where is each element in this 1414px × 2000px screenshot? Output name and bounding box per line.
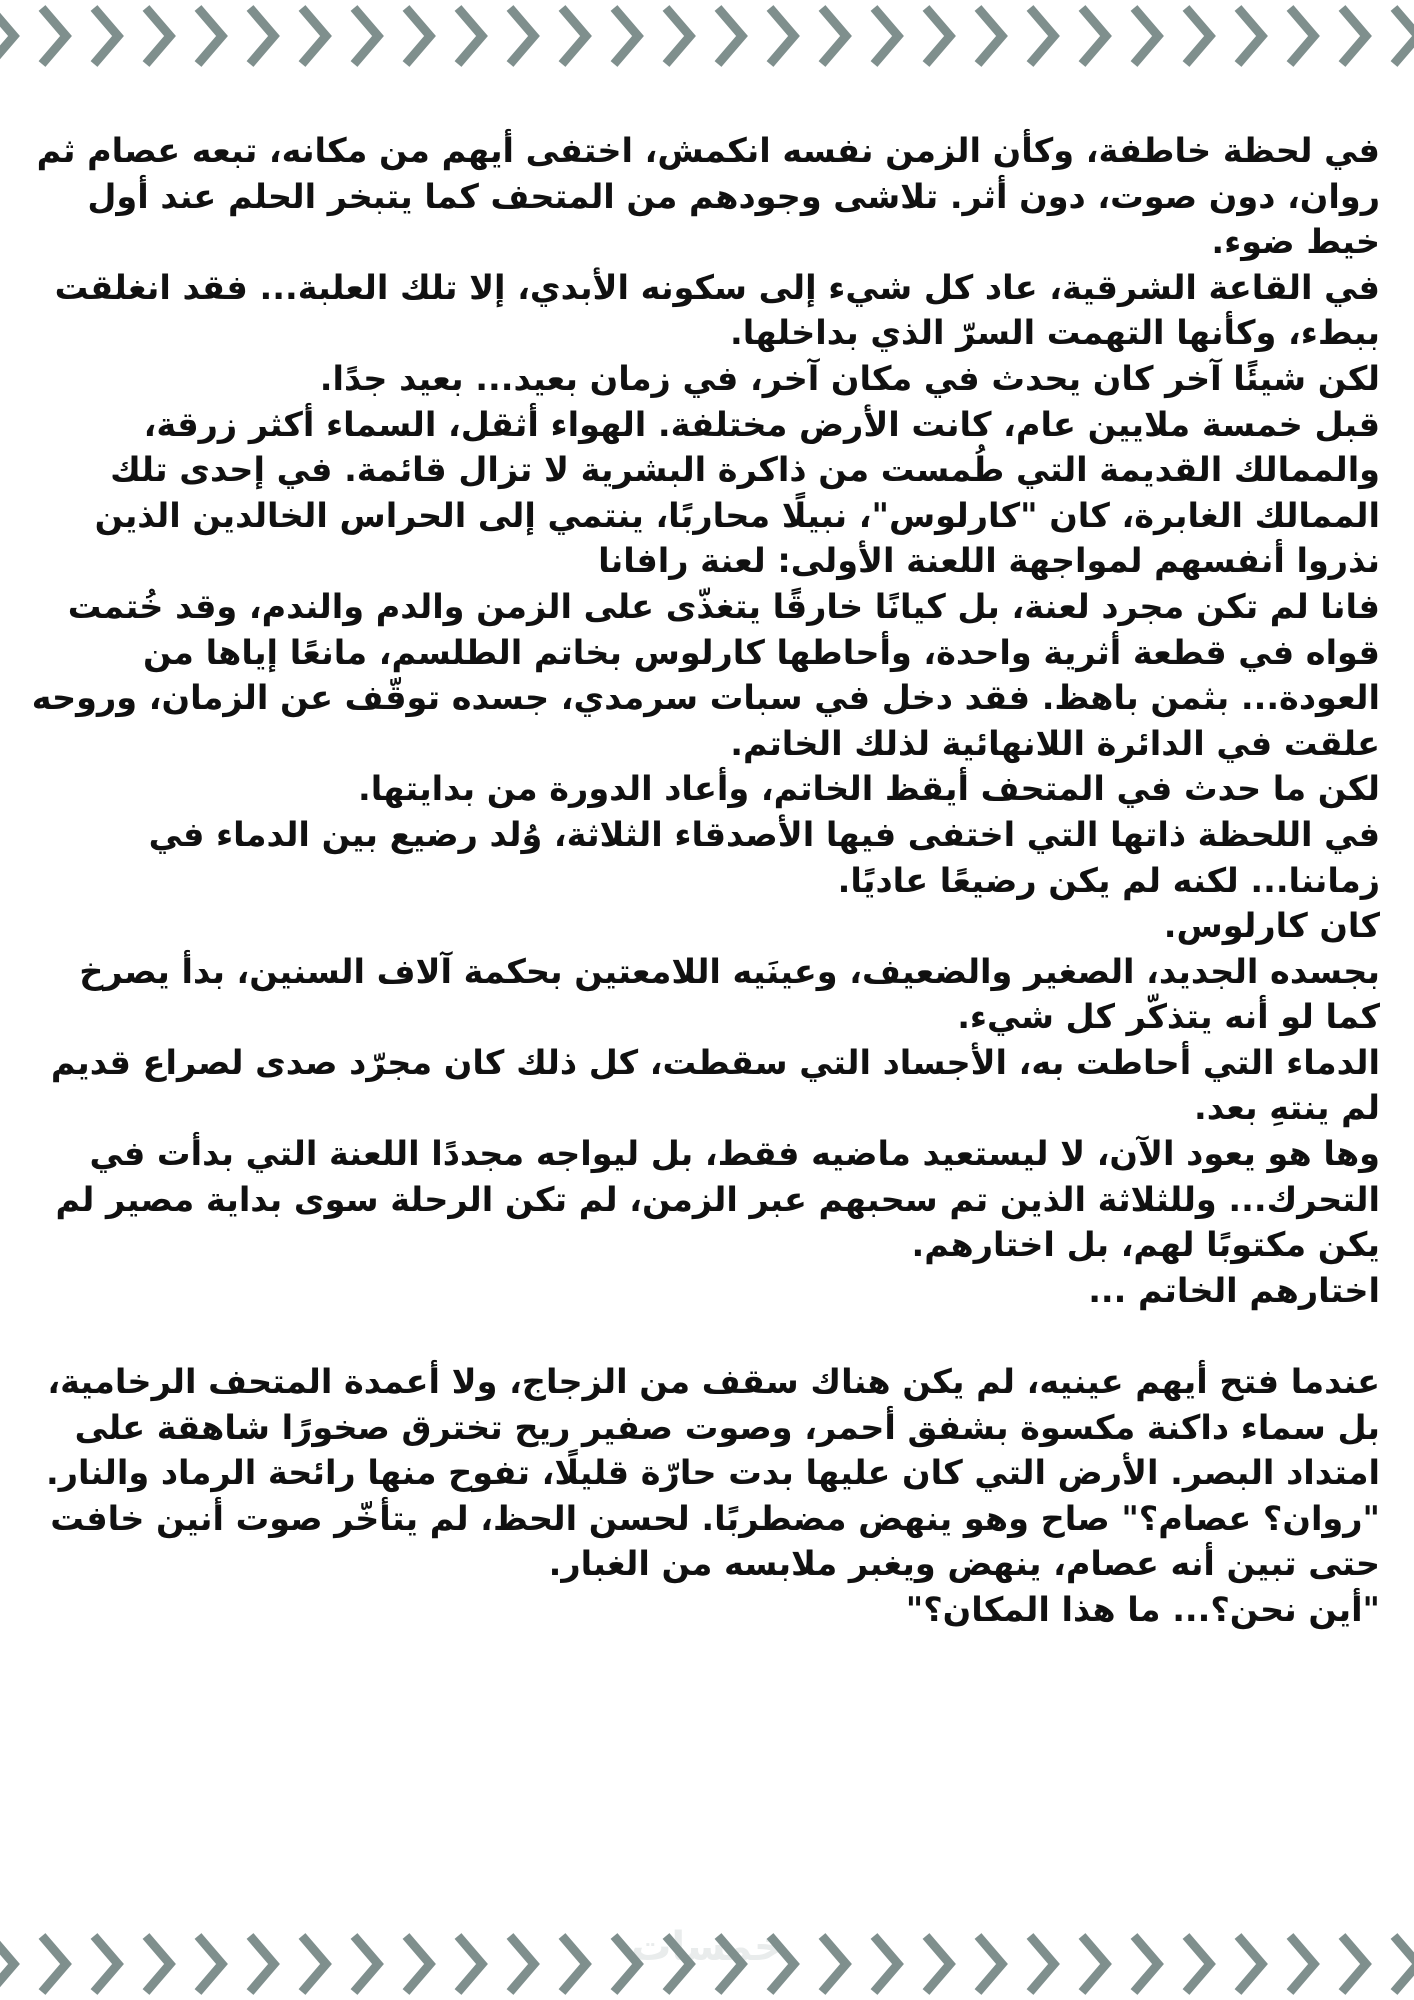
chevron-mark (1134, 1936, 1158, 1992)
chevron-mark (1394, 1936, 1414, 1992)
chevron-mark (354, 1936, 378, 1992)
chevron-mark (458, 8, 482, 64)
chevron-mark (614, 8, 638, 64)
paragraph-9: بجسده الجديد، الصغير والضعيف، وعينَيه اللامعتين بحكمة آلاف السنين، بدأ يصرخ كما لو أنه يتذكّر كل شيء. (79, 951, 1380, 1037)
chevron-mark (770, 1936, 794, 1992)
chevron-pattern-icon (0, 1928, 1414, 2000)
chevron-mark (94, 8, 118, 64)
paragraph-13: عندما فتح أيهم عينيه، لم يكن هناك سقف من الزجاج، ولا أعمدة المتحف الرخامية، بل سماء داكنة مكسوة بشفق أحمر، وصوت صفير ريح تخترق صخورًا شاهقة على امتداد البصر. الأرض التي كان عليها بدت حارّة قليلًا، تفوح منها رائحة الرماد والنار. (46, 1362, 1380, 1493)
chevron-mark (978, 1936, 1002, 1992)
chevron-mark (1342, 8, 1366, 64)
chevron-mark (406, 1936, 430, 1992)
document-body (28, 128, 1380, 1633)
chevron-mark (770, 8, 794, 64)
chevron-mark (406, 8, 430, 64)
chevron-mark (198, 8, 222, 64)
chevron-mark (1134, 8, 1158, 64)
paragraph-1: في لحظة خاطفة، وكأن الزمن نفسه انكمش، اختفى أيهم من مكانه، تبعه عصام ثم روان، دون صوت، دون أثر. تلاشى وجودهم من المتحف كما يتبخر الحلم عند أول خيط ضوء. (36, 131, 1380, 262)
top-chevron-border (0, 0, 1414, 72)
chevron-mark (198, 1936, 222, 1992)
chevron-mark (1342, 1936, 1366, 1992)
chevron-mark (0, 8, 14, 64)
chevron-mark (874, 8, 898, 64)
chevron-mark (1082, 1936, 1106, 1992)
chevron-mark (1290, 8, 1314, 64)
chevron-mark (1186, 8, 1210, 64)
chevron-mark (510, 8, 534, 64)
chevron-mark (250, 1936, 274, 1992)
chevron-mark (42, 1936, 66, 1992)
chevron-mark (822, 1936, 846, 1992)
chevron-mark (1394, 8, 1414, 64)
bottom-chevron-border (0, 1928, 1414, 2000)
chevron-mark (510, 1936, 534, 1992)
chevron-mark (1030, 1936, 1054, 1992)
chevron-mark (302, 1936, 326, 1992)
chevron-mark (718, 1936, 742, 1992)
chevron-pattern-icon (0, 0, 1414, 72)
paragraph-6: لكن ما حدث في المتحف أيقظ الخاتم، وأعاد الدورة من بدايتها. (357, 769, 1380, 809)
paragraph-11: وها هو يعود الآن، لا ليستعيد ماضيه فقط، بل ليواجه مجددًا اللعنة التي بدأت في التحرك... وللثلاثة الذين تم سحبهم عبر الزمن، لم تكن الرحلة سوى بداية مصير لم يكن مكتوبًا لهم، بل اختارهم. (55, 1134, 1380, 1265)
chevron-mark (0, 1936, 14, 1992)
chevron-mark (614, 1936, 638, 1992)
paragraph-2: في القاعة الشرقية، عاد كل شيء إلى سكونه الأبدي، إلا تلك العلبة... فقد انغلقت ببطء، وكأنها التهمت السرّ الذي بداخلها. (54, 267, 1380, 353)
chevron-mark (926, 1936, 950, 1992)
chevron-mark (1238, 1936, 1262, 1992)
paragraph-12: اختارهم الخاتم ... (1088, 1270, 1380, 1310)
chevron-mark (1030, 8, 1054, 64)
paragraph-8: كان كارلوس. (1163, 906, 1380, 946)
chevron-mark (1290, 1936, 1314, 1992)
paragraph-4: قبل خمسة ملايين عام، كانت الأرض مختلفة. الهواء أثقل، السماء أكثر زرقة، والممالك القديمة التي طُمست من ذاكرة البشرية لا تزال قائمة. في إحدى تلك الممالك الغابرة، كان "كارلوس"، نبيلًا محاربًا، ينتمي إلى الحراس الخالدين الذين نذروا أنفسهم لمواجهة اللعنة الأولى: لعنة رافانا (94, 404, 1380, 581)
chevron-mark (874, 1936, 898, 1992)
chevron-mark (926, 8, 950, 64)
chevron-mark (978, 8, 1002, 64)
chevron-mark (562, 1936, 586, 1992)
paragraph-3: لكن شيئًا آخر كان يحدث في مكان آخر، في زمان بعيد... بعيد جدًا. (319, 358, 1380, 398)
chevron-mark (666, 1936, 690, 1992)
chevron-mark (666, 8, 690, 64)
chevron-mark (1082, 8, 1106, 64)
chevron-mark (250, 8, 274, 64)
chevron-mark (94, 1936, 118, 1992)
chevron-mark (146, 1936, 170, 1992)
chevron-mark (1186, 1936, 1210, 1992)
watermark-logo: خمسات (631, 1924, 783, 1970)
chevron-mark (562, 8, 586, 64)
paragraph-15: "أين نحن؟... ما هذا المكان؟" (905, 1590, 1380, 1629)
chevron-mark (42, 8, 66, 64)
chevron-mark (822, 8, 846, 64)
paragraph-14: "روان؟ عصام؟" صاح وهو ينهض مضطربًا. لحسن الحظ، لم يتأخّر صوت أنين خافت حتى تبين أنه عصام، ينهض ويغبر ملابسه من الغبار. (50, 1498, 1380, 1584)
paragraph-5: فانا لم تكن مجرد لعنة، بل كيانًا خارقًا يتغذّى على الزمن والدم والندم، وقد خُتمت قواه في قطعة أثرية واحدة، وأحاطها كارلوس بخاتم الطلسم، مانعًا إياها من العودة... بثمن باهظ. فقد دخل في سبات سرمدي، جسده توقّف عن الزمان، وروحه علقت في الدائرة اللانهائية لذلك الخاتم. (31, 586, 1380, 763)
chevron-mark (146, 8, 170, 64)
chevron-mark (458, 1936, 482, 1992)
paragraph-7: في اللحظة ذاتها التي اختفى فيها الأصدقاء الثلاثة، وُلد رضيع بين الدماء في زماننا... لكنه لم يكن رضيعًا عاديًا. (148, 814, 1380, 900)
chevron-mark (718, 8, 742, 64)
paragraph-10: الدماء التي أحاطت به، الأجساد التي سقطت، كل ذلك كان مجرّد صدى لصراع قديم لم ينتهِ بعد. (50, 1042, 1380, 1128)
chevron-mark (354, 8, 378, 64)
section-gap (28, 1313, 1380, 1359)
chevron-mark (1238, 8, 1262, 64)
chevron-mark (302, 8, 326, 64)
